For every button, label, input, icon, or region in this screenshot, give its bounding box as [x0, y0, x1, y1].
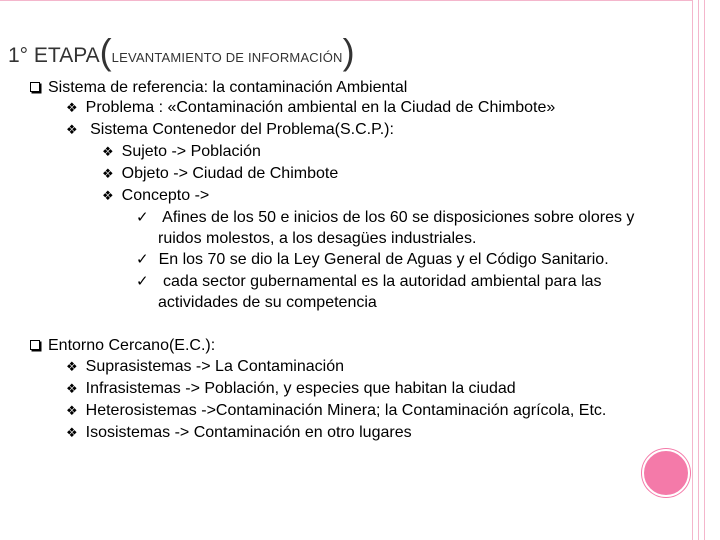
decorative-pink-circle — [642, 449, 690, 497]
list-item: ❖ Isosistemas -> Contaminación en otro lugares — [66, 424, 412, 441]
decorative-right-border-3 — [704, 0, 705, 540]
diamond-bullet-icon: ❖ — [66, 403, 78, 418]
title-main: 1° ETAPA — [8, 44, 100, 67]
decorative-right-border-2 — [698, 0, 699, 540]
square-bullet-icon — [30, 82, 40, 92]
diamond-bullet-icon: ❖ — [102, 144, 114, 159]
check-bullet-icon: ✓ — [136, 273, 149, 290]
list-item: ❖ Objeto -> Ciudad de Chimbote — [102, 165, 339, 182]
list-item-continuation: ruidos molestos, a los desagües industriales. — [158, 230, 477, 247]
list-item: ❖ Suprasistemas -> La Contaminación — [66, 358, 345, 375]
diamond-bullet-icon: ❖ — [66, 100, 78, 115]
title-open-paren: ( — [99, 31, 112, 72]
diamond-bullet-icon: ❖ — [66, 122, 78, 137]
diamond-bullet-icon: ❖ — [102, 166, 114, 181]
list-item: Entorno Cercano(E.C.): — [30, 335, 215, 357]
list-item: ❖ Sistema Contenedor del Problema(S.C.P.): — [66, 121, 394, 138]
diamond-bullet-icon: ❖ — [102, 188, 114, 203]
title-close-paren: ) — [342, 31, 355, 72]
diamond-bullet-icon: ❖ — [66, 425, 78, 440]
list-item: ✓ En los 70 se dio la Ley General de Aguas y el Código Sanitario. — [136, 251, 609, 268]
list-item: ❖ Sujeto -> Población — [102, 143, 261, 160]
check-bullet-icon: ✓ — [136, 251, 149, 268]
decorative-right-border — [692, 0, 693, 540]
list-item: Sistema de referencia: la contaminación Ambiental — [30, 77, 407, 99]
list-item: ❖ Problema : «Contaminación ambiental en la Ciudad de Chimbote» — [66, 99, 556, 116]
diamond-bullet-icon: ❖ — [66, 381, 78, 396]
diamond-bullet-icon: ❖ — [66, 359, 78, 374]
list-item-continuation: actividades de su competencia — [158, 294, 377, 311]
check-bullet-icon: ✓ — [136, 209, 149, 226]
slide-title — [8, 30, 355, 78]
list-item: ❖ Infrasistemas -> Población, y especies que habitan la ciudad — [66, 380, 516, 397]
title-subtitle: LEVANTAMIENTO DE INFORMACIÓN — [111, 50, 343, 65]
list-item: ✓ Afines de los 50 e inicios de los 60 se disposiciones sobre olores y — [136, 209, 635, 226]
list-item: ✓ cada sector gubernamental es la autoridad ambiental para las — [136, 273, 602, 290]
list-item: ❖ Concepto -> — [102, 187, 210, 204]
list-item: ❖ Heterosistemas ->Contaminación Minera; la Contaminación agrícola, Etc. — [66, 402, 607, 419]
square-bullet-icon — [30, 340, 40, 350]
decorative-top-border — [0, 0, 692, 1]
